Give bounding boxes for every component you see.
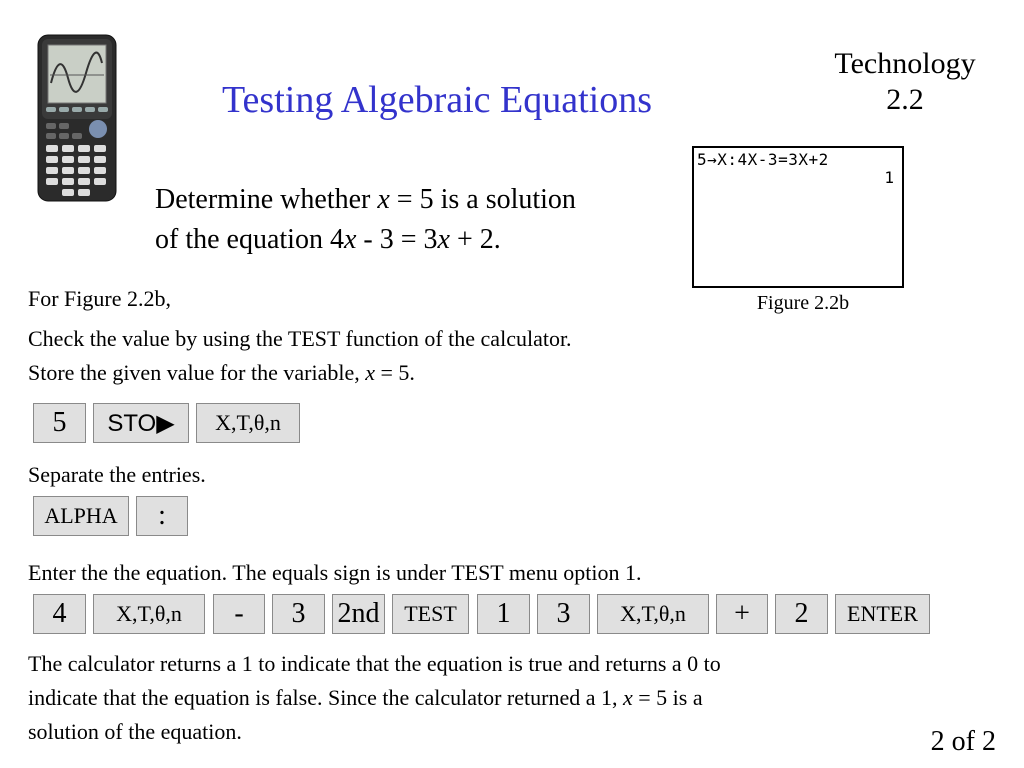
intro-line-1: Determine whether x = 5 is a solution — [155, 184, 576, 215]
key-xtθn: X,T,θ,n — [93, 594, 205, 634]
conclusion-line-3: solution of the equation. — [28, 719, 242, 744]
key-minus: - — [213, 594, 265, 634]
figure-caption: Figure 2.2b — [756, 292, 850, 314]
key-test: TEST — [392, 594, 469, 634]
key-5: 5 — [33, 403, 86, 443]
instructions — [28, 322, 572, 390]
key-2nd: 2nd — [332, 594, 385, 634]
intro-text — [155, 180, 576, 260]
conclusion-text — [28, 647, 721, 749]
screen-line-2: 1 — [884, 168, 894, 187]
key-xtθn-second: X,T,θ,n — [597, 594, 709, 634]
slide-title: Testing Algebraic Equations — [222, 79, 653, 121]
key-plus: + — [716, 594, 768, 634]
section-label-line2: 2.2 — [886, 83, 924, 116]
key-sto: STO▶ — [93, 403, 189, 443]
intro-line-2: of the equation 4x - 3 = 3x + 2. — [155, 224, 501, 255]
enter-text: Enter the the equation. The equals sign is under TEST menu option 1. — [28, 560, 642, 585]
key-xtθn: X,T,θ,n — [196, 403, 300, 443]
for-figure-text: For Figure 2.2b, — [28, 286, 171, 311]
screen-line-1: 5→X:4X-3=3X+2 — [697, 150, 829, 169]
conclusion-line-2: indicate that the equation is false. Since the calculator returned a 1, x = 5 is a — [28, 685, 703, 710]
check-line: Check the value by using the TEST function of the calculator. — [28, 326, 572, 351]
section-label-line1: Technology — [834, 47, 976, 80]
calculator-screen — [692, 146, 904, 288]
key-colon: : — [136, 496, 188, 536]
separate-text: Separate the entries. — [28, 462, 206, 487]
conclusion-line-1: The calculator returns a 1 to indicate that the equation is true and returns a 0 to — [28, 651, 721, 676]
key-enter: ENTER — [835, 594, 930, 634]
key-alpha: ALPHA — [33, 496, 129, 536]
key-4: 4 — [33, 594, 86, 634]
key-3: 3 — [272, 594, 325, 634]
graphing-calculator-icon — [36, 33, 118, 203]
key-2: 2 — [775, 594, 828, 634]
key-1: 1 — [477, 594, 530, 634]
store-line: Store the given value for the variable, x = 5. — [28, 360, 415, 385]
page-number: 2 of 2 — [930, 726, 996, 757]
key-3-second: 3 — [537, 594, 590, 634]
section-label — [820, 46, 990, 118]
